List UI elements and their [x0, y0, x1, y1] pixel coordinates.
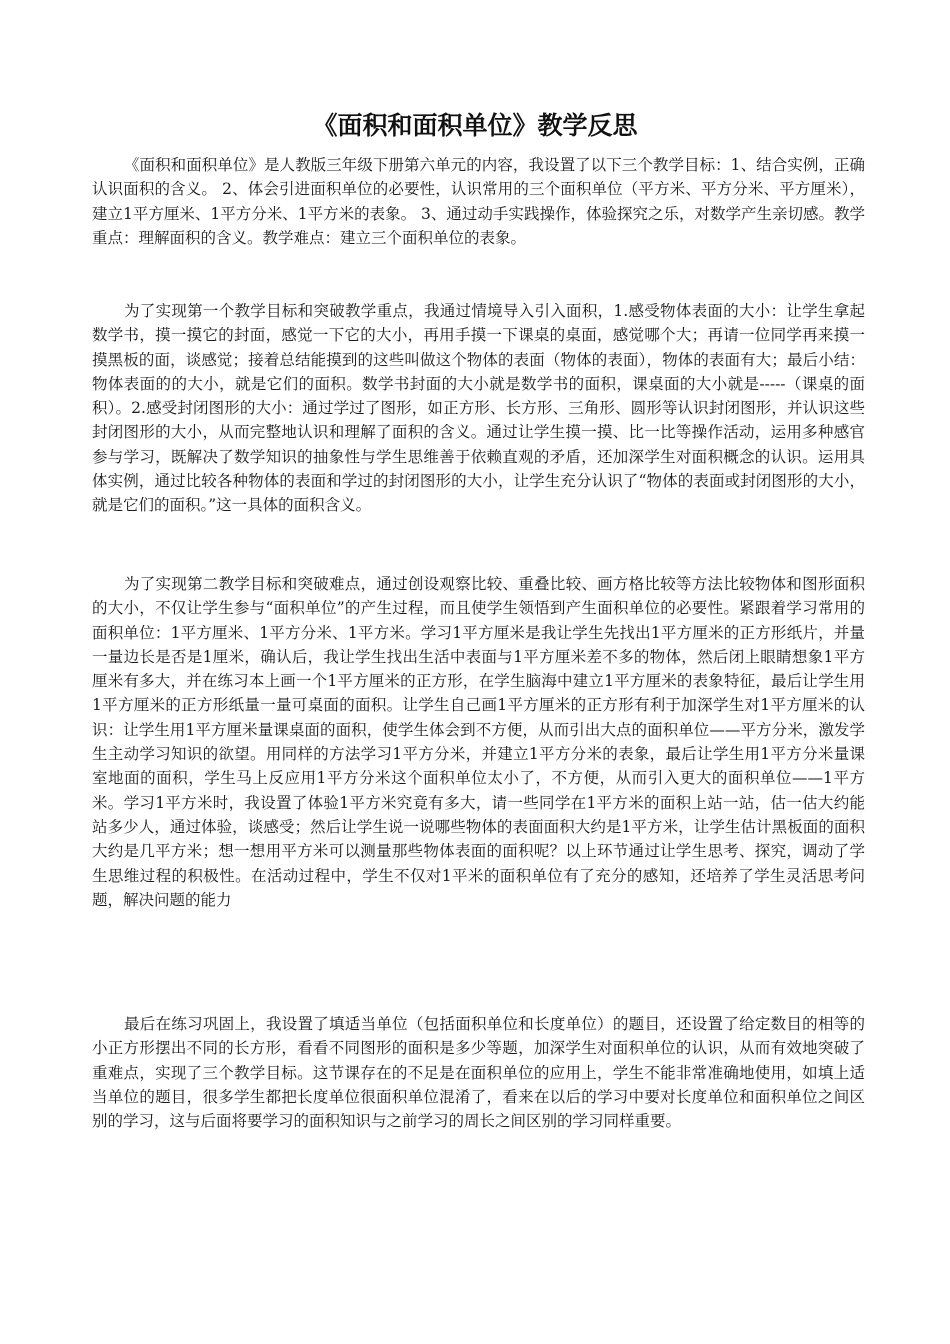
paragraph-practice-reflection: 最后在练习巩固上，我设置了填适当单位（包括面积单位和长度单位）的题目，还设置了给定数目的相等的小正方形摆出不同的长方形，看看不同图形的面积是多少等题，加深学生对面积单位的认识，从而有效地突破了重难点，实现了三个教学目标。这节课存在的不足是在面积单位的应用上，学生不能非常准确地使用，如填上适当单位的题目，很多学生都把长度单位很面积单位混淆了，看来在以后的学习中要对长度单位和面积单位之间区别的学习，这与后面将要学习的面积知识与之前学习的周长之间区别的学习同样重要。: [92, 1015, 865, 1131]
document-title: 《面积和面积单位》教学反思: [312, 111, 638, 140]
paragraph-second-goal: 为了实现第二教学目标和突破难点，通过创设观察比较、重叠比较、画方格比较等方法比较物体和图形面积的大小，不仅让学生参与“面积单位”的产生过程，而且使学生领悟到产生面积单位的必要性。紧跟着学习常用的面积单位：1平方厘米、1平方分米、1平方米。学习1平方厘米是我让学生先找出1平方厘米的正方形纸片，并量一量边长是否是1厘米，确认后，我让学生找出生活中表面与1平方厘米差不多的物体，然后闭上眼睛想象1平方厘米有多大，并在练习本上画一个1平方厘米的正方形，在学生脑海中建立1平方厘米的表象特征，最后让学生用1平方厘米的正方形纸量一量可桌面的面积。让学生自己画1平方厘米的正方形有利于加深学生对1平方厘米的认识：让学生用1平方厘米量课桌面的面积，使学生体会到不方便，从而引出大点的面积单位——平方分米，激发学生主动学习知识的欲望。用同样的方法学习1平方分米，并建立1平方分米的表象，最后让学生用1平方分米量课室地面的面积，学生马上反应用1平方分米这个面积单位太小了，不方便，从而引入更大的面积单位——1平方米。学习1平方米时，我设置了体验1平方米究竟有多大，请一些同学在1平方米的面积上站一站，估一估大约能站多少人，通过体验，谈感受；然后让学生说一说哪些物体的表面面积大约是1平方米，让学生估计黑板面的面积大约是几平方米；想一想用平方米可以测量那些物体表面的面积呢？以上环节通过让学生思考、探究，调动了学生思维过程的积极性。在活动过程中，学生不仅对1平米的面积单位有了充分的感知，还培养了学生灵活思考问题，解决问题的能力: [92, 575, 865, 909]
paragraph-first-goal: 为了实现第一个教学目标和突破教学重点，我通过情境导入引入面积，1.感受物体表面的大小：让学生拿起数学书，摸一摸它的封面，感觉一下它的大小，再用手摸一下课桌的桌面，感觉哪个大；再请一位同学再来摸一摸黑板的面，谈感觉；接着总结能摸到的这些叫做这个物体的表面（物体的表面），物体的表面有大；最后小结：物体表面的的大小，就是它们的面积。数学书封面的大小就是数学书的面积，课桌面的大小就是-----（课桌的面积）。2.感受封闭图形的大小：通过学过了图形，如正方形、长方形、三角形、圆形等认识封闭图形，并认识这些封闭图形的大小，从而完整地认识和理解了面积的含义。通过让学生摸一摸、比一比等操作活动，运用多种感官参与学习，既解决了数学知识的抽象性与学生思维善于依赖直观的矛盾，还加深学生对面积概念的认识。运用具体实例，通过比较各种物体的表面和学过的封闭图形的大小，让学生充分认识了“物体的表面或封闭图形的大小，就是它们的面积。”这一具体的面积含义。: [92, 302, 865, 515]
paragraph-teaching-goals: 《面积和面积单位》是人教版三年级下册第六单元的内容，我设置了以下三个教学目标：1、结合实例，正确认识面积的含义。 2、体会引进面积单位的必要性，认识常用的三个面积单位（平方米、平方分米、平方厘米），建立1平方厘米、1平方分米、1平方米的表象。 3、通过动手实践操作，体验探究之乐，对数学产生亲切感。教学重点：理解面积的含义。教学难点：建立三个面积单位的表象。: [92, 156, 865, 247]
